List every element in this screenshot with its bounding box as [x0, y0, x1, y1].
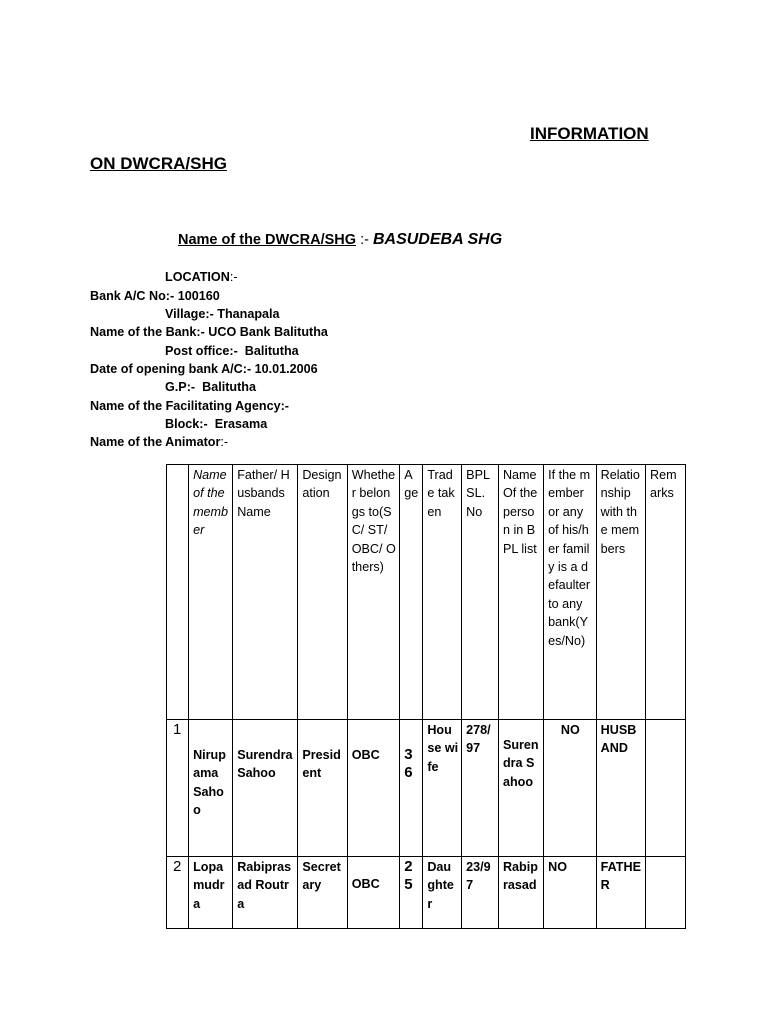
- header-bpl-name: Name Of the person in BPL list: [498, 465, 543, 720]
- header-member-name: Name of the member: [189, 465, 233, 720]
- post-office-label: Post office:-: [165, 344, 238, 358]
- row-father-name: Surendra Sahoo: [233, 720, 298, 857]
- row-bpl-no: 278/97: [462, 720, 499, 857]
- header-sno: [167, 465, 189, 720]
- bank-ac-value: 100160: [177, 289, 220, 303]
- bank-name-value: UCO Bank Balitutha: [208, 325, 328, 339]
- village-line: [165, 307, 280, 321]
- row-age: 36: [400, 720, 423, 857]
- group-name-separator: :-: [360, 232, 369, 248]
- group-name-line: [178, 231, 502, 249]
- animator-label: Name of the Animator: [90, 435, 221, 449]
- block-line: [165, 417, 267, 431]
- gp-value: Balitutha: [202, 380, 256, 394]
- row-age: 25: [400, 857, 423, 929]
- header-age: Age: [400, 465, 423, 720]
- date-opening-value: 10.01.2006: [254, 362, 318, 376]
- row-defaulter: NO: [544, 720, 597, 857]
- date-opening-line: [90, 362, 318, 376]
- bank-ac-label: Bank A/C No:-: [90, 289, 175, 303]
- animator-separator: :-: [220, 435, 229, 449]
- header-bpl-no: BPL SL. No: [462, 465, 499, 720]
- village-label: Village:-: [165, 307, 214, 321]
- block-value: Erasama: [214, 417, 268, 431]
- row-sno: 1: [167, 720, 189, 857]
- village-value: Thanapala: [217, 307, 280, 321]
- bank-name-line: [90, 325, 328, 339]
- row-bpl-name: Rabiprasad: [498, 857, 543, 929]
- group-name-value: BASUDEBA SHG: [372, 231, 503, 248]
- header-defaulter: If the member or any of his/her family is a defaulter to any bank(Yes/No): [544, 465, 597, 720]
- header-trade: Trade taken: [423, 465, 462, 720]
- row-caste: OBC: [347, 720, 400, 857]
- row-trade: Daughter: [423, 857, 462, 929]
- row-member-name: Lopamudra: [189, 857, 233, 929]
- row-trade: House wife: [423, 720, 462, 857]
- row-designation: Secretary: [298, 857, 347, 929]
- row-defaulter: NO: [544, 857, 597, 929]
- row-caste: OBC: [347, 857, 400, 929]
- row-remarks: [646, 857, 686, 929]
- gp-label: G.P:-: [165, 380, 196, 394]
- header-father-husband: Father/ Husbands Name: [233, 465, 298, 720]
- header-relationship: Relationship with the members: [596, 465, 645, 720]
- table-header-row: [167, 465, 686, 720]
- agency-line: [90, 399, 289, 413]
- row-relationship: HUSBAND: [596, 720, 645, 857]
- agency-label: Name of the Facilitating Agency:-: [90, 399, 289, 413]
- heading-on-dwcra-shg: ON DWCRA/SHG: [90, 154, 227, 173]
- group-name-label: Name of the DWCRA/SHG: [178, 232, 357, 248]
- row-member-name: Nirupama Sahoo: [189, 720, 233, 857]
- row-father-name: Rabiprasad Routra: [233, 857, 298, 929]
- date-opening-label: Date of opening bank A/C:-: [90, 362, 252, 376]
- header-caste: Whether belongs to(SC/ ST/OBC/ Others): [347, 465, 400, 720]
- heading-information: INFORMATION: [530, 124, 649, 143]
- post-office-value: Balitutha: [244, 344, 299, 358]
- row-relationship: FATHER: [596, 857, 645, 929]
- row-sno: 2: [167, 857, 189, 929]
- gp-line: [165, 380, 256, 394]
- location-separator: :-: [229, 270, 238, 284]
- row-designation: President: [298, 720, 347, 857]
- row-bpl-name: Surendra Sahoo: [498, 720, 543, 857]
- block-label: Block:-: [165, 417, 208, 431]
- location-label: LOCATION: [165, 270, 230, 284]
- header-designation: Designation: [298, 465, 347, 720]
- location-line: [165, 270, 238, 284]
- post-office-line: [165, 344, 299, 358]
- bank-ac-line: [90, 289, 220, 303]
- table-row: [167, 720, 686, 857]
- bank-name-label: Name of the Bank:-: [90, 325, 205, 339]
- members-table: [166, 464, 686, 929]
- row-bpl-no: 23/97: [462, 857, 499, 929]
- table-row: [167, 857, 686, 929]
- animator-line: [90, 435, 228, 449]
- header-remarks: Remarks: [646, 465, 686, 720]
- row-remarks: [646, 720, 686, 857]
